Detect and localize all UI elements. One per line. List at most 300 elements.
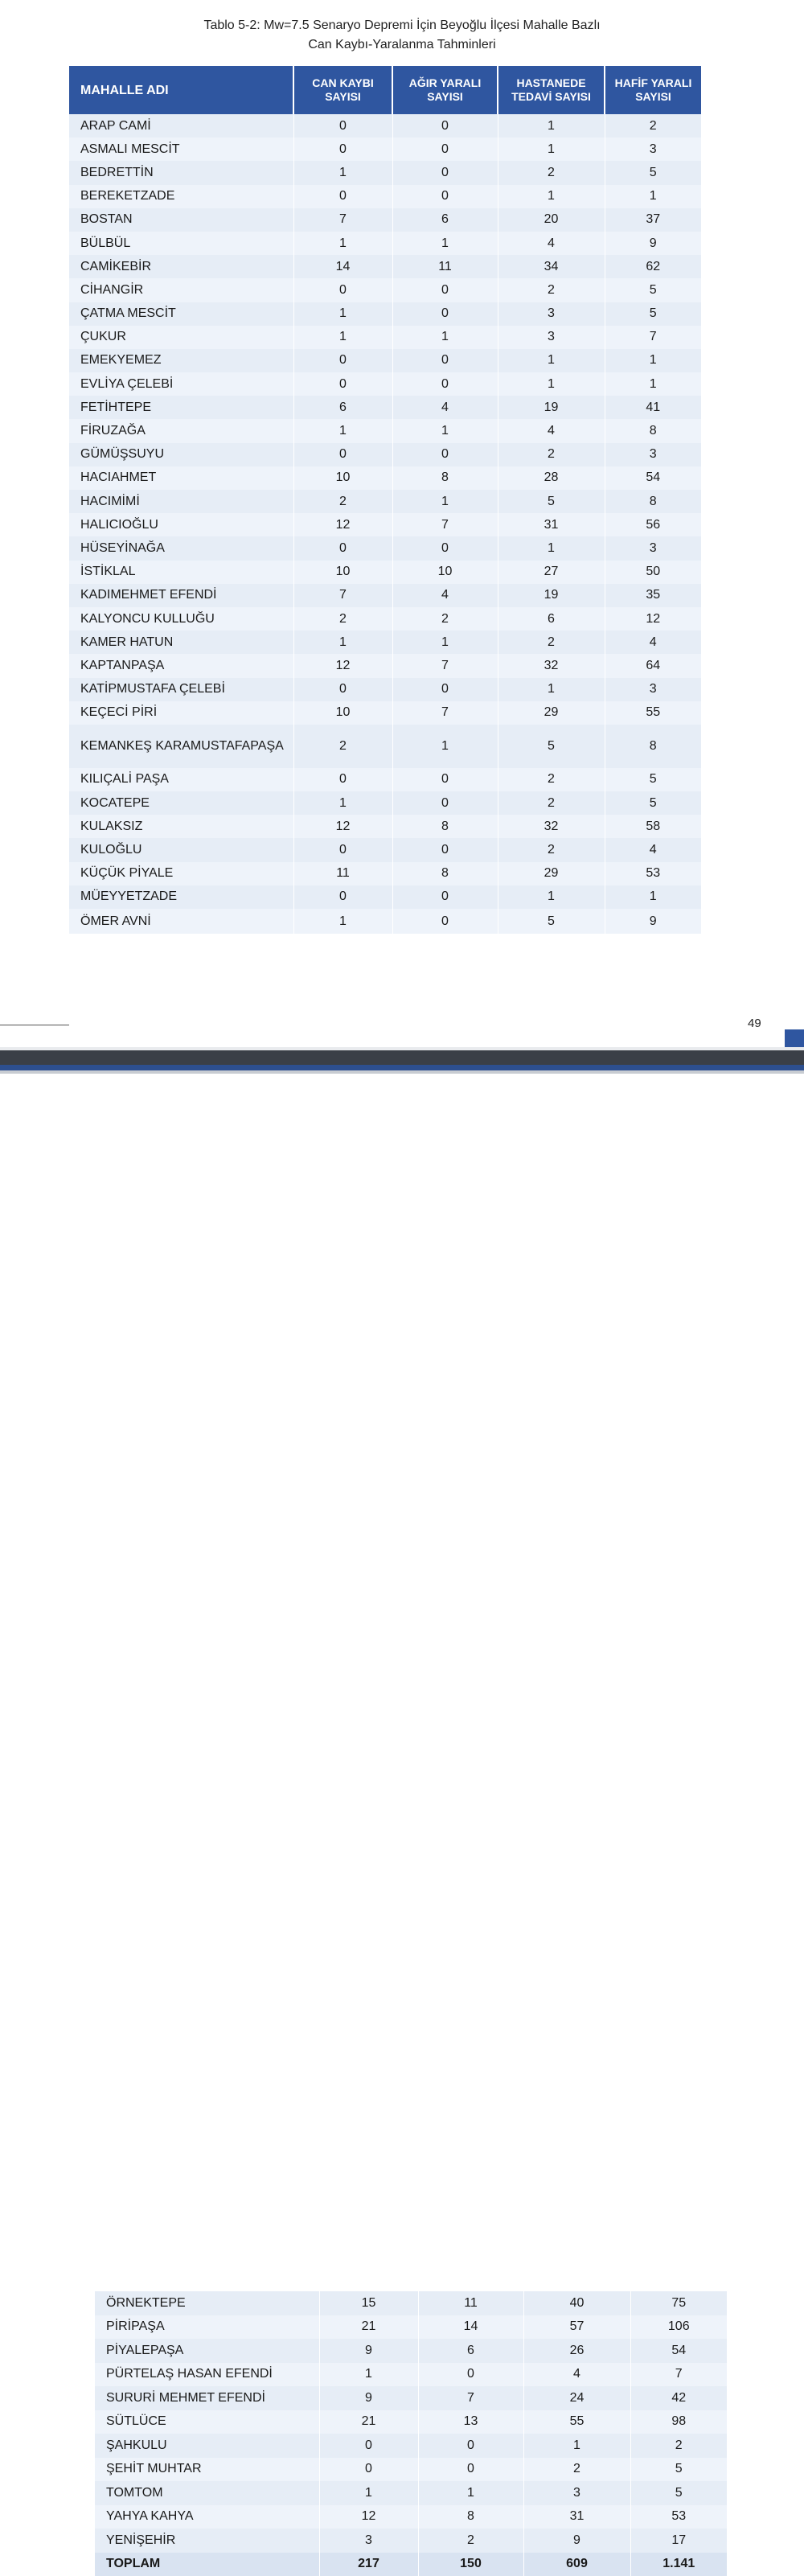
- header-line: SAYISI: [396, 90, 494, 104]
- mahalle-name-cell: SURURİ MEHMET EFENDİ: [95, 2386, 319, 2410]
- value-cell: 2: [498, 161, 605, 184]
- value-cell: 7: [392, 513, 498, 536]
- mahalle-name-cell: KEÇECİ PİRİ: [69, 701, 293, 725]
- mahalle-name-cell: KULAKSIZ: [69, 815, 293, 838]
- table-row: [95, 2386, 727, 2410]
- value-cell: 0: [392, 791, 498, 815]
- header-line: HAFİF YARALI: [609, 76, 698, 90]
- value-cell: 1: [319, 2363, 418, 2387]
- value-cell: 21: [319, 2315, 418, 2340]
- value-cell: 7: [293, 208, 392, 232]
- value-cell: 3: [523, 2481, 630, 2505]
- value-cell: 2: [523, 2458, 630, 2482]
- footer-accent-tab: [785, 1029, 804, 1047]
- mahalle-name-cell: KEMANKEŞ KARAMUSTAFAPAŞA: [69, 725, 293, 768]
- value-cell: 1: [498, 114, 605, 138]
- table-row: [69, 232, 701, 255]
- value-cell: 1: [498, 536, 605, 560]
- value-cell: 8: [605, 725, 701, 768]
- value-cell: 11: [392, 255, 498, 278]
- value-cell: 58: [605, 815, 701, 838]
- value-cell: 21: [319, 2410, 418, 2434]
- value-cell: 0: [418, 2434, 523, 2458]
- table-row: [69, 302, 701, 326]
- value-cell: 12: [605, 607, 701, 631]
- table-row: [95, 2434, 727, 2458]
- table-row: [69, 255, 701, 278]
- value-cell: 5: [498, 909, 605, 934]
- table-row: [95, 2339, 727, 2363]
- table-row: [95, 2410, 727, 2434]
- table-row: [95, 2458, 727, 2482]
- mahalle-name-cell: ARAP CAMİ: [69, 114, 293, 138]
- total-row: [95, 2553, 727, 2576]
- table-row: [95, 2529, 727, 2553]
- table-body: [69, 114, 701, 934]
- value-cell: 1: [498, 349, 605, 372]
- value-cell: 2: [498, 278, 605, 302]
- value-cell: 0: [392, 443, 498, 466]
- table-row: [69, 396, 701, 419]
- value-cell: 53: [630, 2505, 727, 2529]
- mahalle-name-cell: KÜÇÜK PİYALE: [69, 862, 293, 885]
- value-cell: 35: [605, 584, 701, 607]
- value-cell: 14: [418, 2315, 523, 2340]
- value-cell: 1: [392, 419, 498, 442]
- value-cell: 8: [392, 862, 498, 885]
- value-cell: 1: [293, 161, 392, 184]
- value-cell: 5: [630, 2481, 727, 2505]
- value-cell: 4: [523, 2363, 630, 2387]
- mahalle-name-cell: KOCATEPE: [69, 791, 293, 815]
- value-cell: 0: [293, 372, 392, 396]
- value-cell: 0: [392, 909, 498, 934]
- table-row: [69, 161, 701, 184]
- value-cell: 1: [523, 2434, 630, 2458]
- value-cell: 5: [630, 2458, 727, 2482]
- value-cell: 5: [605, 768, 701, 791]
- value-cell: 11: [418, 2291, 523, 2315]
- value-cell: 0: [319, 2434, 418, 2458]
- value-cell: 10: [293, 701, 392, 725]
- value-cell: 27: [498, 561, 605, 584]
- value-cell: 0: [293, 536, 392, 560]
- table-row: [69, 561, 701, 584]
- mahalle-name-cell: BÜLBÜL: [69, 232, 293, 255]
- table-body: [95, 2291, 727, 2576]
- value-cell: 3: [605, 678, 701, 701]
- value-cell: 5: [498, 490, 605, 513]
- mahalle-name-cell: İSTİKLAL: [69, 561, 293, 584]
- mahalle-name-cell: KATİPMUSTAFA ÇELEBİ: [69, 678, 293, 701]
- value-cell: 0: [293, 443, 392, 466]
- value-cell: 1: [605, 372, 701, 396]
- value-cell: 5: [605, 791, 701, 815]
- value-cell: 20: [498, 208, 605, 232]
- header-hafif-yarali: [605, 66, 701, 114]
- table-row: [69, 725, 701, 768]
- value-cell: 34: [498, 255, 605, 278]
- value-cell: 0: [293, 114, 392, 138]
- value-cell: 7: [418, 2386, 523, 2410]
- value-cell: 2: [498, 768, 605, 791]
- value-cell: 29: [498, 701, 605, 725]
- value-cell: 9: [319, 2339, 418, 2363]
- value-cell: 2: [498, 838, 605, 861]
- table-row: [69, 278, 701, 302]
- caption-line-2: Can Kaybı-Yaralanma Tahminleri: [0, 35, 804, 55]
- value-cell: 9: [319, 2386, 418, 2410]
- value-cell: 1: [605, 349, 701, 372]
- mahalle-name-cell: KILIÇALİ PAŞA: [69, 768, 293, 791]
- value-cell: 24: [523, 2386, 630, 2410]
- value-cell: 7: [605, 326, 701, 349]
- table-row: [69, 114, 701, 138]
- value-cell: 2: [630, 2434, 727, 2458]
- value-cell: 4: [392, 584, 498, 607]
- mahalle-name-cell: ÖMER AVNİ: [69, 909, 293, 934]
- value-cell: 1: [293, 326, 392, 349]
- value-cell: 10: [392, 561, 498, 584]
- value-cell: 0: [392, 278, 498, 302]
- header-agir-yarali: [392, 66, 498, 114]
- mahalle-name-cell: FETİHTEPE: [69, 396, 293, 419]
- mahalle-name-cell: ÇUKUR: [69, 326, 293, 349]
- value-cell: 0: [392, 372, 498, 396]
- header-can-kaybi: [293, 66, 392, 114]
- value-cell: 32: [498, 654, 605, 677]
- table-caption: [0, 16, 804, 55]
- casualty-table: [69, 66, 701, 934]
- value-cell: 3: [498, 326, 605, 349]
- mahalle-name-cell: CİHANGİR: [69, 278, 293, 302]
- value-cell: 17: [630, 2529, 727, 2553]
- mahalle-name-cell: YENİŞEHİR: [95, 2529, 319, 2553]
- value-cell: 106: [630, 2315, 727, 2340]
- value-cell: 0: [293, 885, 392, 909]
- table-row: [69, 885, 701, 909]
- value-cell: 0: [392, 114, 498, 138]
- value-cell: 50: [605, 561, 701, 584]
- mahalle-name-cell: FİRUZAĞA: [69, 419, 293, 442]
- casualty-table-continued: [95, 2291, 727, 2576]
- value-cell: 0: [418, 2363, 523, 2387]
- value-cell: 28: [498, 466, 605, 490]
- mahalle-name-cell: PİYALEPAŞA: [95, 2339, 319, 2363]
- table-row: [95, 2481, 727, 2505]
- value-cell: 0: [392, 349, 498, 372]
- value-cell: 1: [392, 725, 498, 768]
- table-row: [69, 909, 701, 934]
- value-cell: 2: [498, 791, 605, 815]
- value-cell: 55: [605, 701, 701, 725]
- header-line: AĞIR YARALI: [396, 76, 494, 90]
- value-cell: 53: [605, 862, 701, 885]
- table-row: [69, 513, 701, 536]
- value-cell: 6: [392, 208, 498, 232]
- value-cell: 1: [498, 372, 605, 396]
- table-row: [69, 631, 701, 654]
- value-cell: 26: [523, 2339, 630, 2363]
- value-cell: 12: [293, 654, 392, 677]
- value-cell: 4: [605, 631, 701, 654]
- value-cell: 4: [392, 396, 498, 419]
- mahalle-name-cell: ÖRNEKTEPE: [95, 2291, 319, 2315]
- table-row: [69, 815, 701, 838]
- total-value-cell: 217: [319, 2553, 418, 2576]
- mahalle-name-cell: KAPTANPAŞA: [69, 654, 293, 677]
- value-cell: 1: [293, 791, 392, 815]
- value-cell: 2: [293, 607, 392, 631]
- value-cell: 56: [605, 513, 701, 536]
- value-cell: 0: [392, 302, 498, 326]
- total-value-cell: 609: [523, 2553, 630, 2576]
- value-cell: 0: [392, 768, 498, 791]
- page-50: [0, 1074, 804, 1501]
- mahalle-name-cell: ŞEHİT MUHTAR: [95, 2458, 319, 2482]
- mahalle-name-cell: ŞAHKULU: [95, 2434, 319, 2458]
- mahalle-name-cell: ASMALI MESCİT: [69, 138, 293, 161]
- value-cell: 1: [498, 678, 605, 701]
- value-cell: 13: [418, 2410, 523, 2434]
- value-cell: 1: [498, 185, 605, 208]
- value-cell: 0: [293, 138, 392, 161]
- value-cell: 1: [392, 326, 498, 349]
- value-cell: 5: [605, 302, 701, 326]
- value-cell: 1: [293, 302, 392, 326]
- value-cell: 55: [523, 2410, 630, 2434]
- value-cell: 8: [605, 419, 701, 442]
- value-cell: 62: [605, 255, 701, 278]
- table-row: [69, 701, 701, 725]
- value-cell: 0: [392, 185, 498, 208]
- value-cell: 0: [392, 161, 498, 184]
- table-row: [95, 2315, 727, 2340]
- value-cell: 1: [293, 909, 392, 934]
- mahalle-name-cell: HALICIOĞLU: [69, 513, 293, 536]
- value-cell: 57: [523, 2315, 630, 2340]
- header-line: SAYISI: [297, 90, 388, 104]
- value-cell: 31: [523, 2505, 630, 2529]
- table-row: [69, 443, 701, 466]
- value-cell: 14: [293, 255, 392, 278]
- total-label-cell: TOPLAM: [95, 2553, 319, 2576]
- header-line: SAYISI: [609, 90, 698, 104]
- table-row: [69, 490, 701, 513]
- value-cell: 4: [605, 838, 701, 861]
- table-row: [95, 2363, 727, 2387]
- value-cell: 8: [392, 815, 498, 838]
- mahalle-name-cell: KADIMEHMET EFENDİ: [69, 584, 293, 607]
- page-number: 49: [748, 1017, 761, 1030]
- value-cell: 37: [605, 208, 701, 232]
- mahalle-name-cell: SÜTLÜCE: [95, 2410, 319, 2434]
- table-row: [69, 678, 701, 701]
- value-cell: 64: [605, 654, 701, 677]
- table-row: [69, 536, 701, 560]
- value-cell: 1: [293, 631, 392, 654]
- mahalle-name-cell: MÜEYYETZADE: [69, 885, 293, 909]
- value-cell: 7: [293, 584, 392, 607]
- mahalle-name-cell: ÇATMA MESCİT: [69, 302, 293, 326]
- caption-line-1: Tablo 5-2: Mw=7.5 Senaryo Depremi İçin Beyoğlu İlçesi Mahalle Bazlı: [0, 16, 804, 35]
- value-cell: 0: [319, 2458, 418, 2482]
- value-cell: 2: [498, 631, 605, 654]
- table-row: [69, 654, 701, 677]
- value-cell: 19: [498, 584, 605, 607]
- value-cell: 3: [498, 302, 605, 326]
- table-row: [69, 138, 701, 161]
- value-cell: 0: [293, 678, 392, 701]
- value-cell: 2: [293, 490, 392, 513]
- value-cell: 1: [498, 885, 605, 909]
- table-row: [69, 419, 701, 442]
- value-cell: 42: [630, 2386, 727, 2410]
- value-cell: 9: [523, 2529, 630, 2553]
- value-cell: 98: [630, 2410, 727, 2434]
- value-cell: 2: [392, 607, 498, 631]
- value-cell: 32: [498, 815, 605, 838]
- value-cell: 1: [392, 490, 498, 513]
- mahalle-name-cell: GÜMÜŞSUYU: [69, 443, 293, 466]
- value-cell: 0: [392, 885, 498, 909]
- value-cell: 40: [523, 2291, 630, 2315]
- value-cell: 8: [418, 2505, 523, 2529]
- value-cell: 12: [319, 2505, 418, 2529]
- value-cell: 54: [630, 2339, 727, 2363]
- header-line: TEDAVİ SAYISI: [502, 90, 601, 104]
- table-row: [69, 349, 701, 372]
- value-cell: 5: [498, 725, 605, 768]
- value-cell: 3: [605, 138, 701, 161]
- value-cell: 6: [498, 607, 605, 631]
- value-cell: 0: [293, 278, 392, 302]
- value-cell: 7: [630, 2363, 727, 2387]
- value-cell: 9: [605, 232, 701, 255]
- table-row: [69, 466, 701, 490]
- value-cell: 2: [418, 2529, 523, 2553]
- value-cell: 5: [605, 161, 701, 184]
- value-cell: 6: [418, 2339, 523, 2363]
- table-row: [95, 2291, 727, 2315]
- value-cell: 10: [293, 561, 392, 584]
- table-row: [69, 862, 701, 885]
- value-cell: 5: [605, 278, 701, 302]
- value-cell: 8: [605, 490, 701, 513]
- value-cell: 8: [392, 466, 498, 490]
- value-cell: 9: [605, 909, 701, 934]
- value-cell: 0: [293, 349, 392, 372]
- table-row: [69, 208, 701, 232]
- value-cell: 3: [605, 443, 701, 466]
- mahalle-name-cell: EVLİYA ÇELEBİ: [69, 372, 293, 396]
- value-cell: 0: [392, 678, 498, 701]
- page-49: [0, 0, 804, 1047]
- mahalle-name-cell: HACIAHMET: [69, 466, 293, 490]
- value-cell: 1: [293, 232, 392, 255]
- value-cell: 12: [293, 513, 392, 536]
- table-row: [69, 326, 701, 349]
- value-cell: 1: [392, 232, 498, 255]
- value-cell: 1: [293, 419, 392, 442]
- total-value-cell: 1.141: [630, 2553, 727, 2576]
- header-line: HASTANEDE: [502, 76, 601, 90]
- value-cell: 1: [605, 185, 701, 208]
- value-cell: 10: [293, 466, 392, 490]
- mahalle-name-cell: KALYONCU KULLUĞU: [69, 607, 293, 631]
- table-row: [69, 607, 701, 631]
- table-header-row: [69, 66, 701, 114]
- value-cell: 12: [293, 815, 392, 838]
- value-cell: 0: [293, 838, 392, 861]
- value-cell: 7: [392, 701, 498, 725]
- header-hastanede-tedavi: [498, 66, 605, 114]
- mahalle-name-cell: TOMTOM: [95, 2481, 319, 2505]
- value-cell: 2: [605, 114, 701, 138]
- mahalle-name-cell: BOSTAN: [69, 208, 293, 232]
- value-cell: 19: [498, 396, 605, 419]
- value-cell: 3: [605, 536, 701, 560]
- table-row: [95, 2505, 727, 2529]
- mahalle-name-cell: HÜSEYİNAĞA: [69, 536, 293, 560]
- mahalle-name-cell: EMEKYEMEZ: [69, 349, 293, 372]
- value-cell: 3: [319, 2529, 418, 2553]
- value-cell: 75: [630, 2291, 727, 2315]
- value-cell: 11: [293, 862, 392, 885]
- value-cell: 1: [605, 885, 701, 909]
- mahalle-name-cell: KULOĞLU: [69, 838, 293, 861]
- value-cell: 0: [293, 185, 392, 208]
- value-cell: 1: [498, 138, 605, 161]
- value-cell: 1: [418, 2481, 523, 2505]
- value-cell: 31: [498, 513, 605, 536]
- value-cell: 2: [293, 725, 392, 768]
- value-cell: 1: [392, 631, 498, 654]
- table-row: [69, 185, 701, 208]
- mahalle-name-cell: BEDRETTİN: [69, 161, 293, 184]
- value-cell: 54: [605, 466, 701, 490]
- table-row: [69, 768, 701, 791]
- header-line: CAN KAYBI: [297, 76, 388, 90]
- value-cell: 4: [498, 419, 605, 442]
- header-mahalle-adi: MAHALLE ADI: [69, 66, 293, 114]
- table-row: [69, 838, 701, 861]
- value-cell: 0: [392, 838, 498, 861]
- table-row: [69, 372, 701, 396]
- mahalle-name-cell: PÜRTELAŞ HASAN EFENDİ: [95, 2363, 319, 2387]
- value-cell: 0: [392, 536, 498, 560]
- total-value-cell: 150: [418, 2553, 523, 2576]
- value-cell: 4: [498, 232, 605, 255]
- value-cell: 0: [392, 138, 498, 161]
- value-cell: 41: [605, 396, 701, 419]
- value-cell: 1: [319, 2481, 418, 2505]
- mahalle-name-cell: HACIMİMİ: [69, 490, 293, 513]
- value-cell: 2: [498, 443, 605, 466]
- mahalle-name-cell: KAMER HATUN: [69, 631, 293, 654]
- value-cell: 7: [392, 654, 498, 677]
- page-separator: [0, 1047, 804, 1074]
- mahalle-name-cell: CAMİKEBİR: [69, 255, 293, 278]
- table-row: [69, 584, 701, 607]
- value-cell: 15: [319, 2291, 418, 2315]
- value-cell: 29: [498, 862, 605, 885]
- mahalle-name-cell: YAHYA KAHYA: [95, 2505, 319, 2529]
- mahalle-name-cell: PİRİPAŞA: [95, 2315, 319, 2340]
- table-row: [69, 791, 701, 815]
- value-cell: 0: [418, 2458, 523, 2482]
- value-cell: 0: [293, 768, 392, 791]
